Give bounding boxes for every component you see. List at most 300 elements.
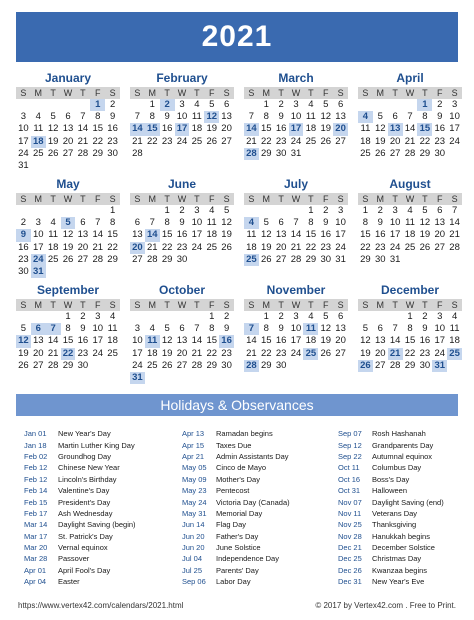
day-cell: 25	[191, 135, 203, 147]
holiday-date: Feb 17	[24, 508, 48, 518]
day-cell: 8	[149, 111, 155, 123]
day-cell: 18	[360, 135, 371, 147]
day-cell: 11	[360, 123, 371, 135]
day-cell: 10	[335, 217, 346, 229]
day-cell: 5	[20, 323, 27, 335]
day-cell: 4	[109, 311, 116, 322]
day-cell: 31	[389, 253, 401, 265]
day-cell: 25	[107, 347, 118, 359]
weekday-label: T	[164, 88, 170, 98]
day-cell: 11	[145, 335, 160, 347]
day-cell: 27	[33, 359, 44, 371]
week-row	[130, 136, 234, 148]
day-cell: 16	[176, 229, 188, 241]
day-cell: 7	[248, 111, 255, 123]
weekday-label: F	[208, 194, 215, 204]
weekday-label: S	[109, 300, 116, 310]
day-cell: 6	[179, 323, 185, 335]
day-cell: 5	[263, 217, 269, 229]
weekday-label: T	[308, 300, 314, 310]
week-row	[358, 348, 462, 360]
day-cell: 14	[246, 335, 257, 347]
weekday-label: M	[34, 88, 43, 98]
day-cell: 28	[389, 359, 401, 371]
day-cell: 4	[308, 99, 314, 110]
empty-day	[447, 254, 462, 266]
weekday-label: M	[148, 194, 157, 204]
holiday-row	[182, 576, 290, 587]
day-cell: 4	[451, 311, 458, 322]
month-october	[130, 284, 234, 384]
day-cell: 1	[407, 311, 413, 322]
day-cell: 22	[261, 135, 272, 147]
day-cell: 21	[246, 347, 257, 359]
week-row	[130, 242, 234, 254]
weekday-label: T	[80, 194, 86, 204]
day-cell: 6	[134, 217, 141, 229]
day-cell: 1	[417, 99, 432, 111]
day-cell: 20	[434, 229, 446, 241]
day-cell: 11	[305, 111, 316, 123]
day-cell: 12	[62, 229, 74, 241]
weekday-label: W	[291, 194, 301, 204]
day-cell: 20	[389, 135, 401, 147]
month-march	[244, 72, 348, 160]
week-row	[16, 136, 120, 148]
weekday-label: S	[451, 194, 458, 204]
empty-day	[46, 266, 61, 278]
day-cell: 24	[389, 241, 401, 253]
weekday-header	[358, 193, 462, 205]
day-cell: 15	[261, 123, 272, 135]
holiday-row	[24, 565, 136, 576]
day-cell: 14	[47, 335, 59, 347]
day-cell: 15	[261, 335, 272, 347]
day-cell: 28	[244, 148, 259, 160]
day-cell: 6	[65, 111, 71, 123]
empty-day	[90, 360, 105, 372]
day-cell: 22	[147, 135, 158, 147]
day-cell: 17	[33, 241, 44, 253]
day-cell: 17	[434, 335, 446, 347]
day-cell: 14	[145, 229, 160, 241]
day-cell: 23	[275, 347, 287, 359]
week-row	[244, 311, 348, 323]
holiday-date: Jul 25	[182, 565, 203, 575]
holiday-date: Feb 12	[24, 463, 48, 473]
empty-day	[403, 99, 418, 111]
month-april	[358, 72, 462, 160]
day-cell: 9	[80, 323, 86, 335]
holiday-date: Mar 28	[24, 554, 48, 564]
weekday-label: T	[308, 88, 314, 98]
weekday-label: T	[308, 194, 314, 204]
empty-day	[145, 311, 160, 323]
day-cell: 20	[33, 347, 44, 359]
day-cell: 4	[308, 311, 314, 322]
week-row	[16, 254, 120, 266]
day-cell: 8	[422, 111, 428, 123]
day-cell: 7	[293, 217, 299, 229]
day-cell: 9	[223, 323, 230, 335]
empty-day	[244, 205, 259, 217]
week-row	[16, 217, 120, 229]
empty-day	[373, 311, 388, 323]
holiday-date: Mar 17	[24, 531, 48, 541]
week-row	[244, 136, 348, 148]
day-cell: 14	[92, 229, 104, 241]
year-title: 2021	[201, 20, 273, 53]
day-cell: 16	[77, 335, 89, 347]
day-cell: 27	[176, 359, 188, 371]
week-row	[130, 123, 234, 135]
day-cell: 17	[175, 123, 190, 135]
month-name: April	[396, 71, 424, 85]
day-cell: 14	[290, 229, 302, 241]
day-cell: 24	[132, 359, 143, 371]
weekday-header	[130, 87, 234, 99]
day-cell: 31	[31, 266, 46, 278]
day-cell: 31	[432, 360, 447, 372]
holiday-name: December Solstice	[372, 543, 435, 553]
day-cell: 7	[95, 217, 101, 229]
holiday-date: May 23	[182, 486, 207, 496]
day-cell: 16	[107, 123, 118, 135]
day-cell: 12	[261, 229, 272, 241]
weekday-label: M	[262, 300, 271, 310]
weekday-label: S	[362, 300, 369, 310]
week-row	[244, 360, 348, 372]
day-cell: 5	[323, 99, 329, 110]
holiday-row	[338, 451, 444, 462]
holiday-date: Mar 14	[24, 520, 48, 530]
holiday-name: Thanksgiving	[372, 520, 417, 530]
week-row	[358, 111, 462, 123]
day-cell: 19	[419, 229, 431, 241]
day-cell: 6	[80, 217, 86, 229]
day-cell: 14	[244, 123, 259, 135]
day-cell: 5	[362, 323, 369, 335]
day-cell: 28	[92, 253, 104, 265]
day-cell: 24	[335, 241, 346, 253]
day-cell: 17	[289, 123, 304, 135]
weekday-label: S	[20, 88, 27, 98]
day-cell: 14	[130, 123, 145, 135]
day-cell: 13	[375, 335, 386, 347]
empty-day	[16, 205, 31, 217]
day-cell: 7	[149, 217, 155, 229]
day-cell: 2	[80, 311, 86, 322]
week-row	[16, 311, 120, 323]
day-cell: 23	[275, 135, 287, 147]
day-cell: 4	[407, 205, 413, 216]
day-cell: 7	[46, 323, 61, 335]
day-cell: 21	[92, 241, 104, 253]
day-cell: 26	[261, 253, 272, 265]
weekday-header	[16, 193, 120, 205]
holiday-date: Dec 25	[338, 554, 362, 564]
day-cell: 15	[145, 123, 160, 135]
holiday-name: President's Day	[58, 497, 111, 507]
holiday-date: May 09	[182, 474, 207, 484]
holiday-row	[24, 576, 136, 587]
day-cell: 21	[147, 241, 158, 253]
week-row	[358, 311, 462, 323]
day-cell: 28	[449, 241, 460, 253]
holiday-date: Feb 02	[24, 451, 48, 461]
holiday-name: Ash Wednesday	[58, 508, 113, 518]
holiday-name: Kwanzaa begins	[372, 565, 428, 575]
month-name: September	[36, 283, 100, 297]
weekday-label: F	[322, 88, 329, 98]
day-cell: 4	[209, 205, 215, 216]
day-cell: 4	[358, 111, 373, 123]
holiday-row	[24, 462, 136, 473]
empty-day	[61, 160, 76, 172]
day-cell: 26	[375, 147, 386, 159]
day-cell: 24	[191, 241, 203, 253]
day-cell: 10	[191, 217, 203, 229]
holiday-row	[24, 496, 136, 507]
day-cell: 23	[18, 253, 29, 265]
week-row	[130, 254, 234, 266]
weekday-label: W	[177, 194, 187, 204]
weekday-label: T	[194, 194, 200, 204]
holiday-name: Daylight Saving (begin)	[58, 520, 136, 530]
weekday-label: S	[134, 300, 141, 310]
day-cell: 13	[77, 229, 89, 241]
day-cell: 24	[434, 347, 446, 359]
day-cell: 13	[335, 323, 346, 335]
holiday-row	[182, 519, 290, 530]
day-cell: 27	[77, 253, 89, 265]
holiday-row	[24, 428, 136, 439]
weekday-label: S	[20, 300, 27, 310]
week-row	[130, 335, 234, 347]
day-cell: 1	[362, 205, 369, 216]
day-cell: 18	[206, 229, 218, 241]
holiday-name: Easter	[58, 577, 80, 587]
month-november	[244, 284, 348, 372]
empty-day	[358, 99, 373, 111]
empty-day	[130, 205, 145, 217]
weekday-label: M	[34, 300, 43, 310]
day-cell: 7	[451, 205, 458, 216]
week-row	[358, 205, 462, 217]
day-cell: 24	[18, 147, 29, 159]
day-cell: 8	[407, 323, 413, 335]
empty-day	[175, 372, 190, 384]
weekday-label: T	[422, 300, 428, 310]
holiday-date: Sep 12	[338, 440, 362, 450]
holiday-row	[24, 542, 136, 553]
weekday-label: M	[262, 88, 271, 98]
week-row	[130, 217, 234, 229]
holidays-title: Holidays & Observances	[160, 397, 314, 413]
week-row	[358, 335, 462, 347]
holiday-name: April Fool's Day	[58, 565, 111, 575]
day-cell: 2	[377, 205, 383, 216]
day-cell: 5	[164, 323, 170, 335]
day-cell: 6	[223, 99, 230, 110]
day-cell: 15	[305, 229, 317, 241]
day-cell: 31	[130, 372, 145, 384]
week-row	[130, 99, 234, 111]
empty-day	[219, 148, 234, 160]
day-cell: 13	[33, 335, 44, 347]
day-cell: 26	[221, 241, 232, 253]
week-row	[130, 229, 234, 241]
weekday-label: S	[109, 194, 116, 204]
holiday-name: Daylight Saving (end)	[372, 497, 444, 507]
holiday-date: Apr 13	[182, 429, 205, 439]
holiday-row	[182, 496, 290, 507]
weekday-label: W	[177, 300, 187, 310]
week-row	[16, 335, 120, 347]
holiday-name: Ramadan begins	[216, 429, 273, 439]
day-cell: 30	[275, 147, 287, 159]
holiday-date: Sep 06	[182, 577, 206, 587]
day-cell: 10	[132, 335, 143, 347]
holiday-date: Jan 18	[24, 440, 47, 450]
holiday-date: Nov 11	[338, 508, 362, 518]
week-row	[358, 99, 462, 111]
holiday-row	[182, 553, 290, 564]
holidays-column	[338, 428, 444, 587]
day-cell: 21	[404, 135, 416, 147]
week-row	[16, 242, 120, 254]
day-cell: 10	[33, 229, 44, 241]
weekday-label: T	[278, 88, 284, 98]
day-cell: 1	[164, 205, 170, 216]
empty-day	[204, 372, 219, 384]
week-row	[358, 254, 462, 266]
weekday-label: S	[362, 88, 369, 98]
month-name: January	[44, 71, 92, 85]
day-cell: 28	[290, 253, 302, 265]
day-cell: 6	[278, 217, 284, 229]
weekday-label: S	[248, 300, 255, 310]
week-row	[358, 323, 462, 335]
day-cell: 28	[191, 359, 203, 371]
month-may	[16, 178, 120, 278]
day-cell: 17	[92, 335, 104, 347]
empty-day	[318, 148, 333, 160]
holiday-name: Taxes Due	[216, 440, 252, 450]
empty-day	[46, 99, 61, 111]
day-cell: 18	[147, 347, 158, 359]
holiday-date: Nov 28	[338, 531, 362, 541]
holiday-name: St. Patrick's Day	[58, 531, 113, 541]
day-cell: 3	[293, 99, 299, 110]
day-cell: 17	[335, 229, 346, 241]
holiday-date: Jun 20	[182, 531, 205, 541]
day-cell: 29	[261, 359, 272, 371]
holiday-row	[182, 428, 290, 439]
day-cell: 25	[303, 348, 318, 360]
month-name: November	[266, 283, 326, 297]
weekday-label: W	[63, 88, 73, 98]
holiday-row	[24, 519, 136, 530]
day-cell: 16	[419, 335, 431, 347]
footer-url[interactable]: https://www.vertex42.com/calendars/2021.html	[18, 601, 184, 610]
day-cell: 3	[179, 99, 185, 110]
holiday-row	[182, 462, 290, 473]
day-cell: 23	[107, 135, 118, 147]
holiday-date: Jun 20	[182, 543, 205, 553]
day-cell: 26	[320, 347, 332, 359]
day-cell: 22	[107, 241, 118, 253]
holiday-date: Mar 20	[24, 543, 48, 553]
day-cell: 17	[18, 135, 29, 147]
day-cell: 3	[451, 99, 458, 110]
day-cell: 24	[290, 347, 302, 359]
day-cell: 8	[65, 323, 71, 335]
day-cell: 23	[77, 347, 89, 359]
day-cell: 11	[33, 123, 44, 135]
week-row	[16, 348, 120, 360]
day-cell: 24	[290, 135, 302, 147]
holiday-date: Feb 14	[24, 486, 48, 496]
holiday-name: Passover	[58, 554, 90, 564]
weekday-label: T	[392, 194, 398, 204]
empty-day	[46, 205, 61, 217]
holiday-name: Pentecost	[216, 486, 250, 496]
day-cell: 3	[20, 111, 27, 123]
day-cell: 21	[246, 135, 257, 147]
holiday-name: Father's Day	[216, 531, 259, 541]
day-cell: 11	[48, 229, 59, 241]
day-cell: 2	[422, 311, 428, 322]
day-cell: 8	[263, 323, 269, 335]
day-cell: 27	[335, 135, 346, 147]
day-cell: 10	[389, 217, 401, 229]
day-cell: 2	[179, 205, 185, 216]
day-cell: 29	[360, 253, 371, 265]
week-row	[358, 242, 462, 254]
empty-day	[145, 205, 160, 217]
day-cell: 23	[161, 135, 173, 147]
empty-day	[31, 99, 46, 111]
day-cell: 19	[161, 347, 173, 359]
day-cell: 25	[447, 348, 462, 360]
day-cell: 15	[92, 123, 104, 135]
day-cell: 6	[377, 323, 383, 335]
day-cell: 23	[221, 347, 232, 359]
week-row	[244, 205, 348, 217]
holiday-row	[24, 474, 136, 485]
holiday-name: New Year's Eve	[372, 577, 425, 587]
empty-day	[303, 148, 318, 160]
weekday-label: S	[337, 300, 344, 310]
weekday-label: M	[262, 194, 271, 204]
day-cell: 3	[35, 217, 41, 229]
day-cell: 16	[275, 335, 287, 347]
weekday-label: F	[436, 194, 443, 204]
day-cell: 12	[204, 111, 219, 123]
empty-day	[160, 311, 175, 323]
weekday-label: T	[422, 194, 428, 204]
day-cell: 6	[437, 205, 443, 216]
holiday-name: Independence Day	[216, 554, 279, 564]
week-row	[130, 311, 234, 323]
day-cell: 13	[275, 229, 287, 241]
month-name: October	[158, 283, 205, 297]
day-cell: 16	[275, 123, 287, 135]
holiday-name: Columbus Day	[372, 463, 422, 473]
weekday-label: S	[337, 88, 344, 98]
holiday-date: May 31	[182, 508, 207, 518]
